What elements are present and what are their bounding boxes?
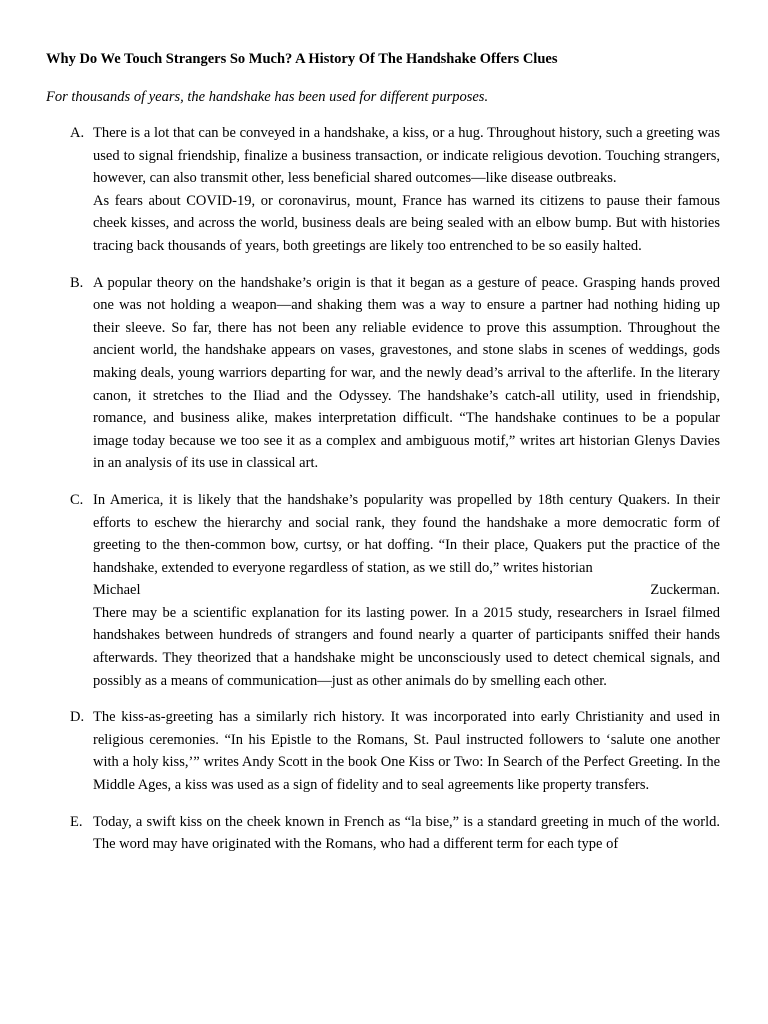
historian-name-line <box>93 579 720 602</box>
paragraph: There is a lot that can be conveyed in a handshake, a kiss, or a hug. Throughout history, such a greeting was used to signal friendship, finalize a business transaction, or indicate religious devotion. Touching strangers, however, can also transmit other, less beneficial shared outcomes—like disease outbreaks. <box>93 125 720 187</box>
section-letter: E. <box>70 813 83 830</box>
paragraph: In America, it is likely that the handshake’s popularity was propelled by 18th century Quakers. In their efforts to eschew the hierarchy and social rank, they found the handshake a more democratic form of greeting to the then-common bow, curtsy, or hat doffing. “In their place, Quakers put the practice of the handshake, extended to everyone regardless of station, as we still do,” writes historian <box>93 491 720 576</box>
section-letter: D. <box>70 709 85 726</box>
paragraph: There may be a scientific explanation for its lasting power. In a 2015 study, researchers in Israel filmed handshakes between hundreds of strangers and found nearly a quarter of participants sniffed their hands afterwards. They theorized that a handshake might be unconsciously used to detect chemical signals, and possibly as a means of communication—just as other animals do by smelling each other. <box>93 604 720 689</box>
section-body <box>93 489 720 692</box>
section-body <box>93 272 720 475</box>
historian-last-name: Zuckerman. <box>650 582 720 599</box>
section-a <box>46 122 720 258</box>
article-subtitle: For thousands of years, the handshake has been used for different purposes. <box>46 89 489 105</box>
section-body <box>93 122 720 258</box>
section-body <box>93 706 720 796</box>
section-d <box>46 706 720 796</box>
section-body <box>93 811 720 856</box>
paragraph: As fears about COVID-19, or coronavirus, mount, France has warned its citizens to pause their famous cheek kisses, and across the world, business deals are being sealed with an elbow bump. But with histories tracing back thousands of years, both greetings are likely too entrenched to be so easily halted. <box>93 192 720 254</box>
historian-first-name: Michael <box>93 582 141 599</box>
section-e <box>46 811 720 856</box>
section-list <box>46 122 720 856</box>
section-letter: C. <box>70 491 84 508</box>
paragraph: Today, a swift kiss on the cheek known in French as “la bise,” is a standard greeting in much of the world. The word may have originated with the Romans, who had a different term for each type of <box>93 813 720 853</box>
paragraph: The kiss-as-greeting has a similarly rich history. It was incorporated into early Christianity and used in religious ceremonies. “In his Epistle to the Romans, St. Paul instructed followers to ‘salute one another with a holy kiss,’” writes Andy Scott in the book One Kiss or Two: In Search of the Perfect Greeting. In the Middle Ages, a kiss was used as a sign of fidelity and to seal agreements like property transfers. <box>93 709 720 794</box>
section-b <box>46 272 720 475</box>
paragraph: A popular theory on the handshake’s origin is that it began as a gesture of peace. Grasping hands proved one was not holding a weapon—and shaking them was a way to ensure a partner had nothing hiding up their sleeve. So far, there has not been any reliable evidence to prove this assumption. Throughout the ancient world, the handshake appears on vases, gravestones, and stone slabs in scenes of weddings, gods making deals, young warriors departing for war, and the newly dead’s arrival to the afterlife. In the literary canon, it stretches to the Iliad and the Odyssey. The handshake’s catch-all utility, used in friendship, romance, and business alike, makes interpretation difficult. “The handshake continues to be a popular image today because we too see it as a complex and ambiguous motif,” writes art historian Glenys Davies in an analysis of its use in classical art. <box>93 274 720 472</box>
section-letter: A. <box>70 125 85 141</box>
section-letter: B. <box>70 274 84 291</box>
section-c <box>46 489 720 692</box>
article-title: Why Do We Touch Strangers So Much? A History Of The Handshake Offers Clues <box>46 51 558 67</box>
